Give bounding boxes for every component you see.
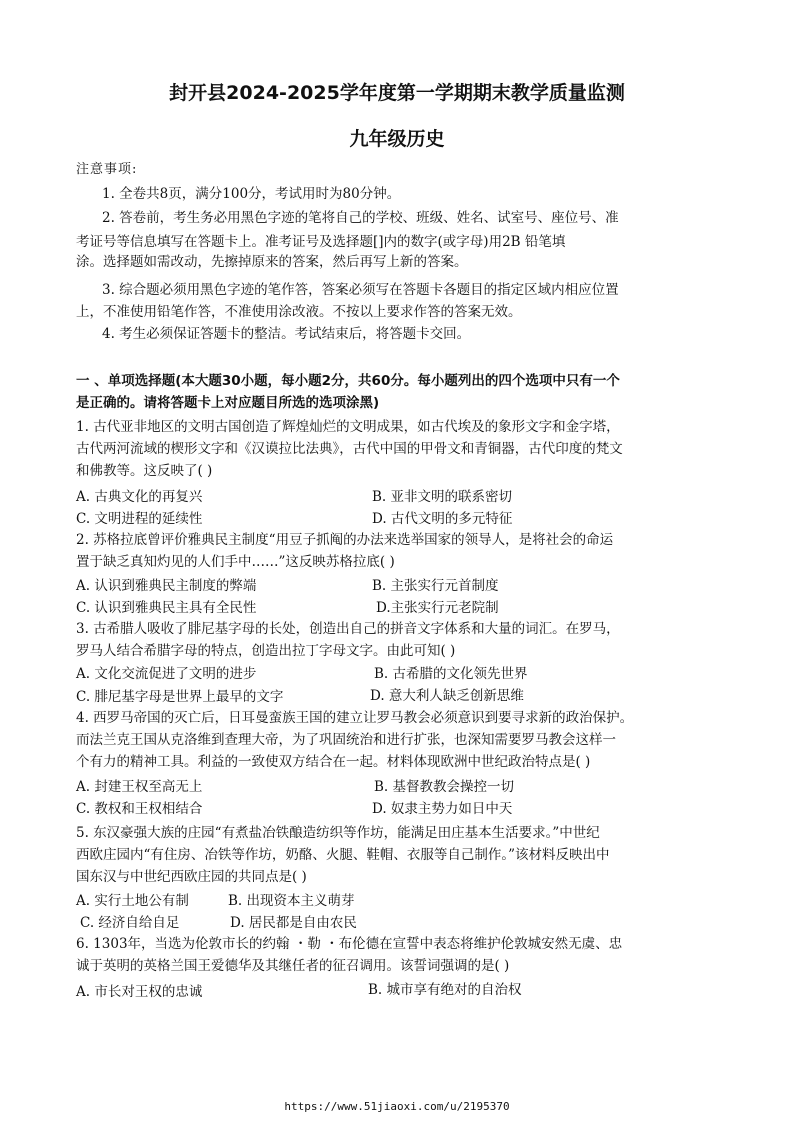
exam-subtitle: 九年级历史 [349, 128, 445, 150]
question-line: 和佛教等。这反映了( ) [76, 463, 213, 479]
option-d: D. 古代文明的多元特征 [372, 511, 513, 527]
notice-line: 4. 考生必须保证答题卡的整洁。考试结束后，将答题卡交回。 [102, 326, 471, 342]
option-a: A. 封建王权至高无上 [76, 779, 203, 795]
question-line: 诚于英明的英格兰国王爱德华及其继任者的征召调用。该誓词强调的是( ) [76, 958, 510, 974]
notice-heading: 注意事项: [76, 162, 138, 177]
option-a: A. 古典文化的再复兴 [76, 489, 203, 505]
option-c: C. 认识到雅典民主具有全民性 [76, 600, 257, 616]
option-b: B. 城市享有绝对的自治权 [368, 982, 522, 998]
question-line: 5. 东汉豪强大族的庄园“有煮盐冶铁酿造纺织等作坊，能满足田庄基本生活要求。”中世纪 [76, 825, 600, 841]
option-c: C. 腓尼基字母是世界上最早的文字 [76, 689, 284, 705]
question-2 [76, 529, 613, 573]
question-line: 2. 苏格拉底曾评价雅典民主制度“用豆子抓阄的办法来选举国家的领导人，是将社会的命运 [76, 532, 614, 548]
section-heading-line: 是正确的。请将答题卡上对应题目所选的选项涂黑) [76, 395, 380, 411]
notice-line: 2. 答卷前，考生务必用黑色字迹的笔将自己的学校、班级、姓名、试室号、座位号、准 [102, 210, 619, 226]
notice-line: 1. 全卷共8页，满分100分，考试用时为80分钟。 [102, 186, 401, 202]
option-d: D. 奴隶主势力如日中天 [372, 801, 513, 817]
page-footer-url[interactable]: https://www.51jiaoxi.com/u/2195370 [284, 1100, 510, 1113]
notice-line: 考证号等信息填写在答题卡上。准考证号及选择题[]内的数字(或字母)用2B 铅笔填 [76, 234, 566, 250]
exam-title: 封开县2024-2025学年度第一学期期末教学质量监测 [169, 82, 625, 104]
question-line: 3. 古希腊人吸收了腓尼基字母的长处，创造出自己的拼音文字体系和大量的词汇。在罗马， [76, 621, 620, 637]
notice-line: 上，不准使用铅笔作答，不准使用涂改液。不按以上要求作答的答案无效。 [76, 304, 522, 320]
question-line: 国东汉与中世纪西欧庄园的共同点是( ) [76, 869, 307, 885]
option-c: C. 文明进程的延续性 [76, 511, 203, 527]
section-heading [76, 370, 620, 414]
option-a: A. 实行土地公有制 [76, 893, 189, 909]
notice-line: 3. 综合题必须用黑色字迹的笔作答，答案必须写在答题卡各题目的指定区域内相应位置 [102, 282, 619, 298]
question-line: 古代两河流域的楔形文字和《汉谟拉比法典》，古代中国的甲骨文和青铜器，古代印度的梵文 [76, 441, 623, 457]
question-line: 置于缺乏真知灼见的人们手中……”这反映苏格拉底( ) [76, 554, 395, 570]
option-b: B. 古希腊的文化领先世界 [374, 666, 528, 682]
question-3 [76, 618, 620, 662]
option-d: D. 意大利人缺乏创新思维 [370, 688, 524, 704]
option-c: C. 教权和王权相结合 [76, 801, 203, 817]
notice-line: 涂。选择题如需改动，先擦掉原来的答案，然后再写上新的答案。 [76, 254, 468, 270]
option-c: C. 经济自给自足 [80, 915, 180, 931]
option-b: B. 主张实行元首制度 [372, 578, 499, 594]
question-6 [76, 933, 622, 977]
question-4 [76, 707, 633, 773]
option-d: D.主张实行元老院制 [376, 600, 499, 616]
option-a: A. 市长对王权的忠诚 [76, 984, 203, 1000]
section-heading-line: 一 、单项选择题(本大题30小题，每小题2分，共60分。每小题列出的四个选项中只有一个 [76, 373, 620, 389]
option-a: A. 认识到雅典民主制度的弊端 [76, 578, 257, 594]
question-line: 罗马人结合希腊字母的特点，创造出拉丁字母文字。由此可知( ) [76, 643, 456, 659]
question-line: 4. 西罗马帝国的灭亡后，日耳曼蛮族王国的建立让罗马教会必须意识到要寻求新的政治保护。 [76, 710, 634, 726]
question-line: 6. 1303年，当选为伦敦市长的约翰 ・勒 ・布伦德在宣誓中表态将维护伦敦城安然无虞、忠 [76, 936, 623, 952]
option-b: B. 亚非文明的联系密切 [372, 489, 513, 505]
question-line: 西欧庄园内“有住房、冶铁等作坊，奶酪、火腿、鞋帽、衣服等自己制作。”该材料反映出中 [76, 847, 610, 863]
option-a: A. 文化交流促进了文明的进步 [76, 666, 257, 682]
option-d: D. 居民都是自由农民 [230, 915, 357, 931]
question-5 [76, 822, 610, 888]
option-b: B. 出现资本主义萌芽 [228, 893, 355, 909]
question-line: 1. 古代亚非地区的文明古国创造了辉煌灿烂的文明成果，如古代埃及的象形文字和金字塔， [76, 419, 620, 435]
question-1 [76, 416, 623, 482]
question-line: 而法兰克王国从克洛维到查理大帝，为了巩固统治和进行扩张，也深知需要罗马教会这样一 [76, 732, 616, 748]
option-b: B. 基督教教会操控一切 [374, 779, 515, 795]
question-line: 个有力的精神工具。利益的一致使双方结合在一起。材料体现欧洲中世纪政治特点是( ) [76, 754, 591, 770]
